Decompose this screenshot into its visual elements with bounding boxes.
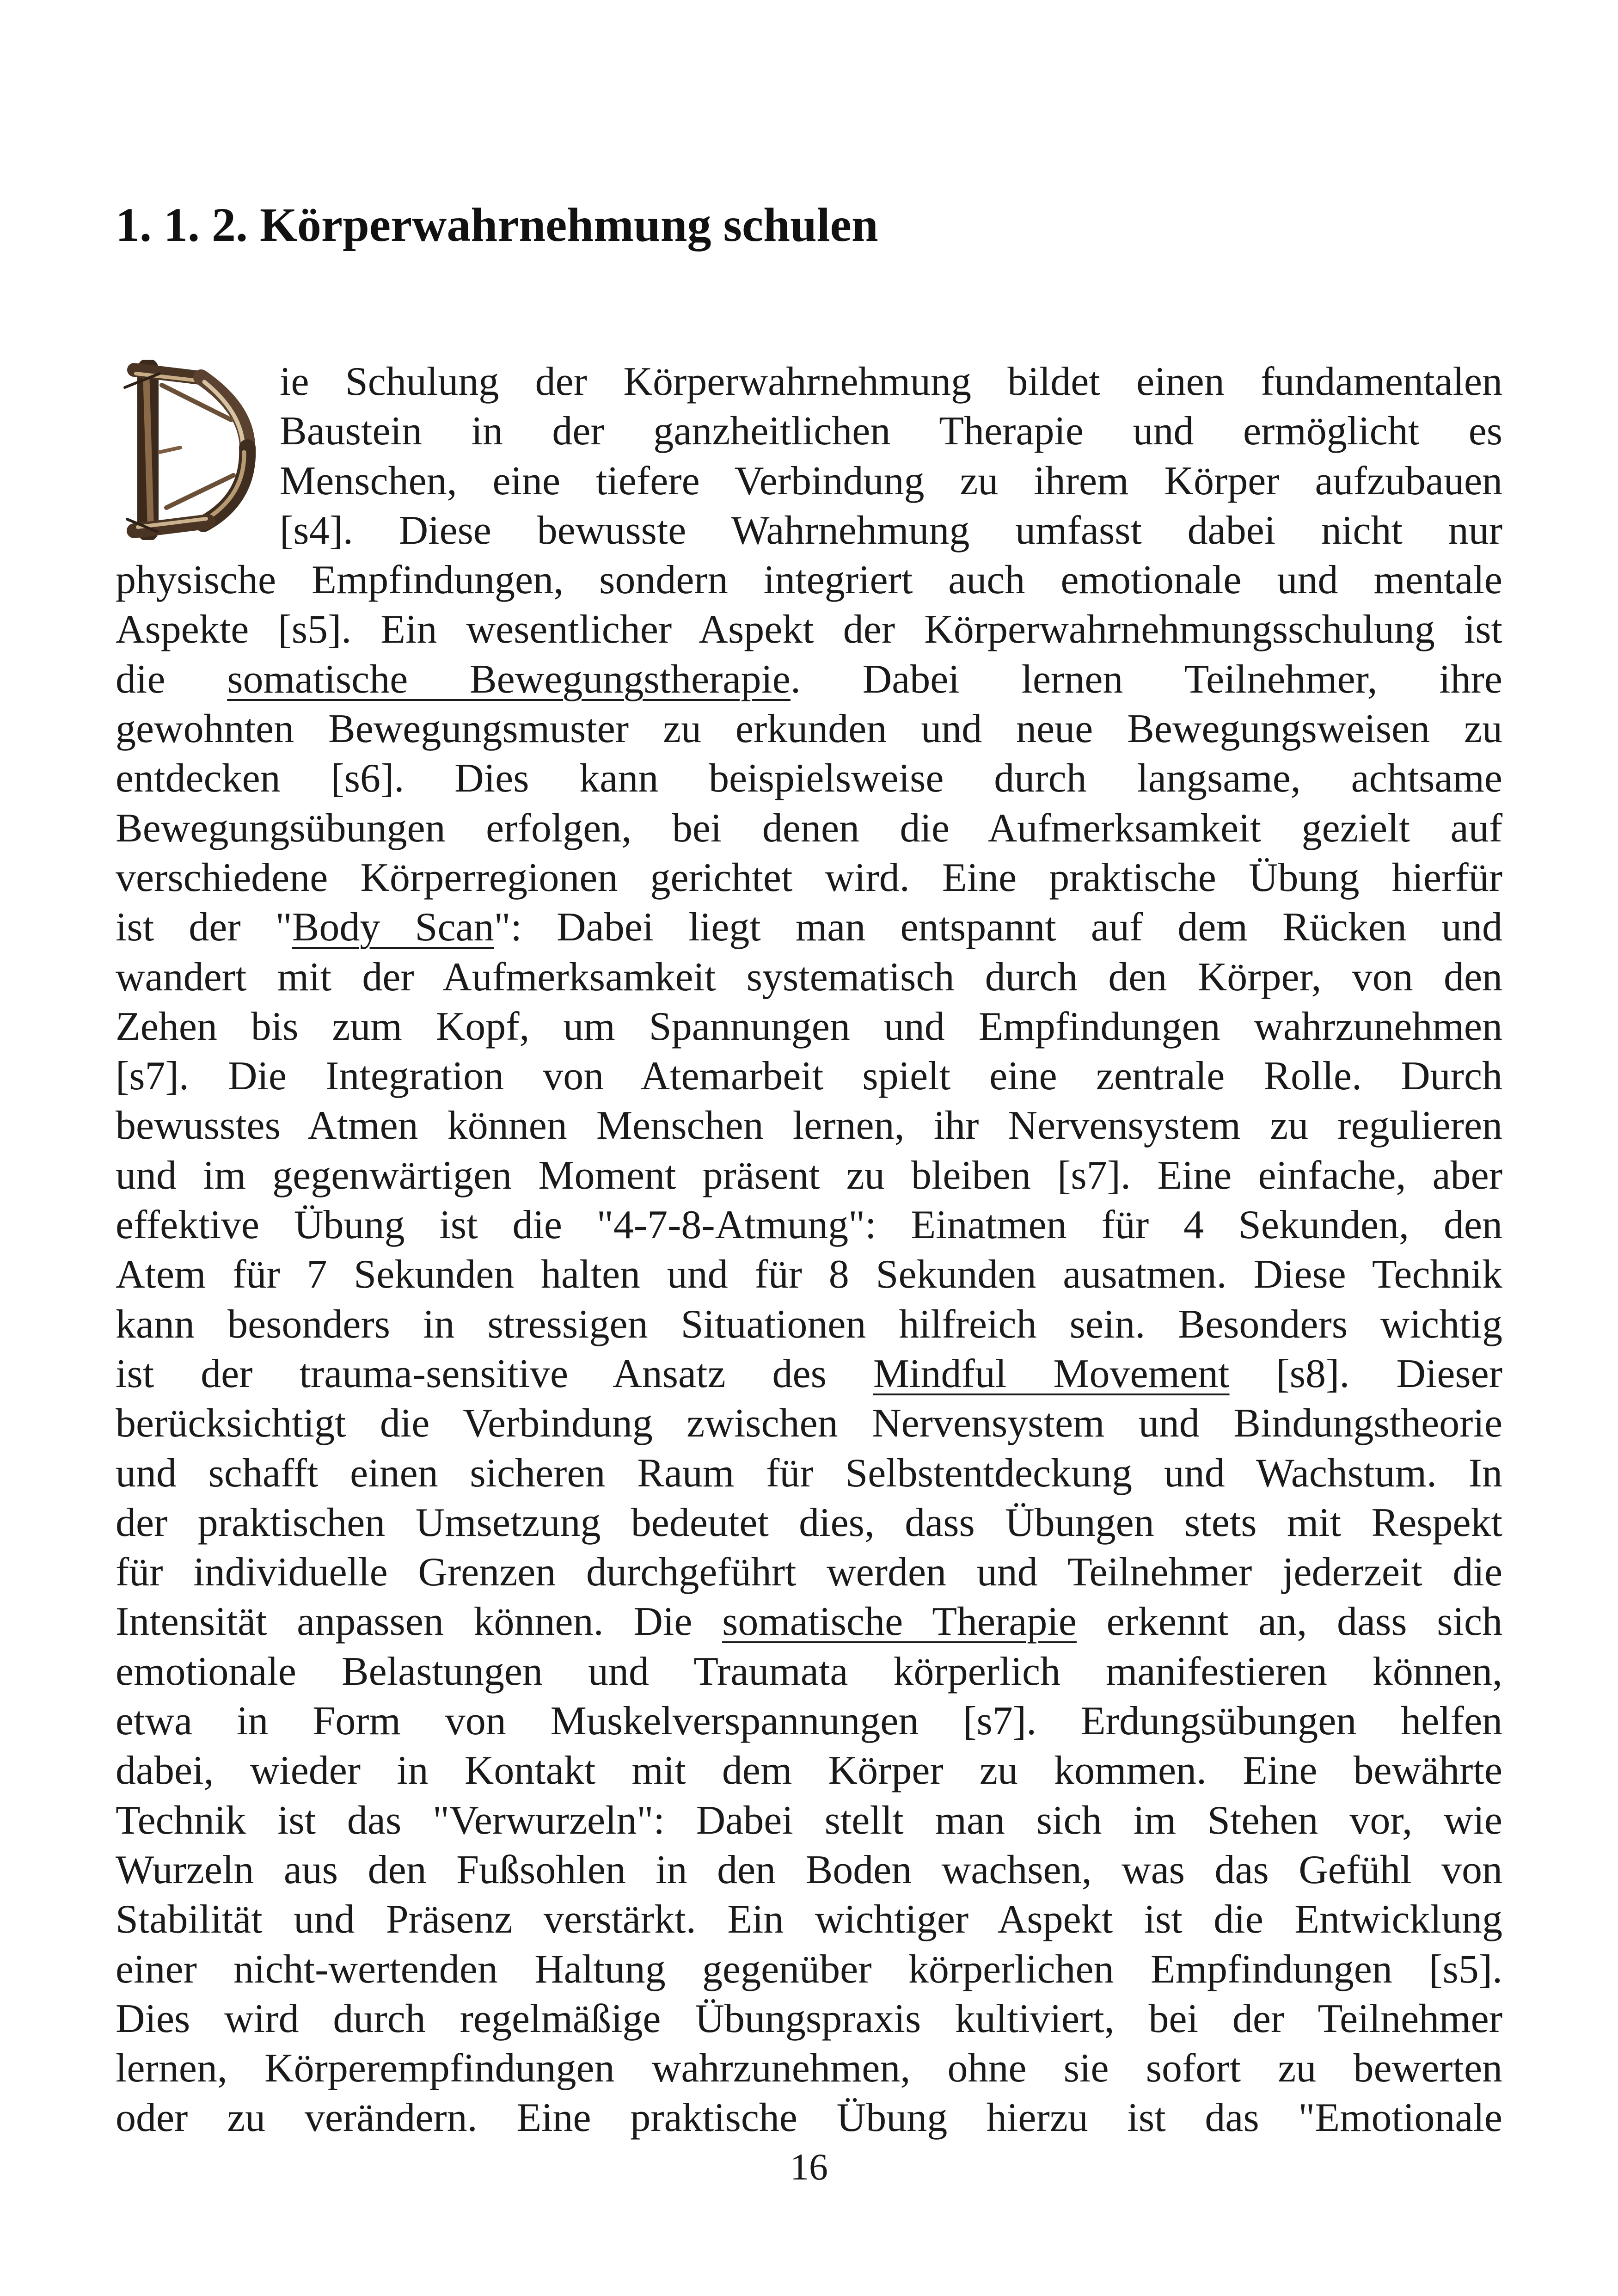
text-run: Technik ist das "Verwurzeln": Dabei stellt man sich im Stehen vor, wie — [116, 1798, 1502, 1843]
glossary-link[interactable]: Body Scan — [292, 905, 494, 950]
text-line — [116, 1498, 1502, 1547]
text-run: physische Empfindungen, sondern integriert auch emotionale und mentale — [116, 558, 1502, 603]
section-heading: 1. 1. 2. Körperwahrnehmung schulen — [116, 198, 878, 252]
text-line — [116, 1796, 1502, 1845]
text-line — [116, 1895, 1502, 1944]
text-run: berücksichtigt die Verbindung zwischen Nervensystem und Bindungstheorie — [116, 1401, 1502, 1446]
text-line — [116, 754, 1502, 803]
text-line — [116, 1151, 1502, 1200]
text-line — [116, 1250, 1502, 1299]
text-run: Zehen bis zum Kopf, um Spannungen und Empfindungen wahrzunehmen — [116, 1004, 1502, 1049]
text-line — [116, 2093, 1502, 2143]
text-run: etwa in Form von Muskelverspannungen [s7]. Erdungsübungen helfen — [116, 1699, 1502, 1744]
text-run: [s7]. Die Integration von Atemarbeit spielt eine zentrale Rolle. Durch — [116, 1054, 1502, 1099]
glossary-link[interactable]: Mindful Movement — [873, 1351, 1230, 1396]
text-run: die — [116, 657, 227, 702]
text-run: verschiedene Körperregionen gerichtet wird. Eine praktische Übung hierfür — [116, 855, 1502, 900]
text-run: für individuelle Grenzen durchgeführt werden und Teilnehmer jederzeit die — [116, 1550, 1502, 1595]
text-run: Baustein in der ganzheitlichen Therapie und ermöglicht es — [280, 409, 1502, 454]
text-line — [116, 1945, 1502, 1994]
glossary-link[interactable]: somatische Bewegungstherapie — [227, 657, 791, 702]
text-line — [116, 655, 1502, 704]
text-line — [116, 1845, 1502, 1895]
body-paragraph — [116, 357, 1502, 2143]
text-run: der praktischen Umsetzung bedeutet dies, dass Übungen stets mit Respekt — [116, 1500, 1502, 1545]
text-line — [116, 1399, 1502, 1448]
text-run: ie Schulung der Körperwahrnehmung bildet einen fundamentalen — [280, 359, 1502, 404]
text-line — [116, 1696, 1502, 1746]
text-line — [280, 406, 1502, 456]
text-run: und im gegenwärtigen Moment präsent zu bleiben [s7]. Eine einfache, aber — [116, 1153, 1502, 1198]
text-run: kann besonders in stressigen Situationen hilfreich sein. Besonders wichtig — [116, 1301, 1502, 1347]
text-line — [116, 1002, 1502, 1051]
text-run: bewusstes Atmen können Menschen lernen, ihr Nervensystem zu regulieren — [116, 1103, 1502, 1148]
text-run: Dies wird durch regelmäßige Übungspraxis kultiviert, bei der Teilnehmer — [116, 1996, 1502, 2041]
text-line — [116, 804, 1502, 853]
text-line — [116, 1449, 1502, 1498]
text-run: Intensität anpassen können. Die — [116, 1599, 723, 1645]
text-run: [s8]. Dieser — [1229, 1351, 1502, 1396]
glossary-link[interactable]: somatische Therapie — [722, 1599, 1077, 1645]
text-run: emotionale Belastungen und Traumata körperlich manifestieren können, — [116, 1649, 1502, 1694]
text-run: ist der trauma-sensitive Ansatz des — [116, 1351, 873, 1396]
text-line — [116, 952, 1502, 1002]
text-line — [116, 1051, 1502, 1101]
page-number: 16 — [790, 2146, 828, 2188]
text-run: einer nicht-wertenden Haltung gegenüber körperlichen Empfindungen [s5]. — [116, 1946, 1502, 1992]
text-line — [116, 1994, 1502, 2044]
text-line — [116, 853, 1502, 902]
text-line — [116, 704, 1502, 754]
text-run: dabei, wieder in Kontakt mit dem Körper zu kommen. Eine bewährte — [116, 1748, 1502, 1793]
text-line — [116, 605, 1502, 654]
text-run: gewohnten Bewegungsmuster zu erkunden und neue Bewegungsweisen zu — [116, 706, 1502, 752]
text-run: . Dabei lernen Teilnehmer, ihre — [790, 657, 1502, 702]
text-run: Stabilität und Präsenz verstärkt. Ein wichtiger Aspekt ist die Entwicklung — [116, 1897, 1502, 1942]
text-line — [280, 506, 1502, 555]
text-line — [280, 456, 1502, 506]
text-run: [s4]. Diese bewusste Wahrnehmung umfasst dabei nicht nur — [280, 508, 1502, 553]
text-run: ist der " — [116, 905, 292, 950]
text-run: wandert mit der Aufmerksamkeit systematisch durch den Körper, von den — [116, 954, 1502, 1000]
text-line — [116, 1746, 1502, 1795]
text-line — [116, 2044, 1502, 2093]
text-run: entdecken [s6]. Dies kann beispielsweise durch langsame, achtsame — [116, 756, 1502, 801]
text-run: Wurzeln aus den Fußsohlen in den Boden wachsen, was das Gefühl von — [116, 1847, 1502, 1892]
text-line — [280, 357, 1502, 406]
text-line — [116, 1597, 1502, 1646]
text-line — [116, 1647, 1502, 1696]
text-line — [116, 902, 1502, 952]
text-line — [116, 1101, 1502, 1150]
text-line — [116, 1547, 1502, 1597]
text-line — [116, 555, 1502, 605]
text-run: Atem für 7 Sekunden halten und für 8 Sekunden ausatmen. Diese Technik — [116, 1252, 1502, 1297]
text-run: Menschen, eine tiefere Verbindung zu ihrem Körper aufzubauen — [280, 458, 1502, 503]
text-run: und schafft einen sicheren Raum für Selbstentdeckung und Wachstum. In — [116, 1450, 1502, 1496]
text-run: oder zu verändern. Eine praktische Übung hierzu ist das "Emotionale — [116, 2095, 1502, 2141]
text-run: ": Dabei liegt man entspannt auf dem Rücken und — [494, 905, 1502, 950]
text-line — [116, 1200, 1502, 1250]
text-run: Aspekte [s5]. Ein wesentlicher Aspekt der Körperwahrnehmungsschulung ist — [116, 607, 1502, 652]
text-run: effektive Übung ist die "4-7-8-Atmung": Einatmen für 4 Sekunden, den — [116, 1203, 1502, 1248]
text-run: lernen, Körperempfindungen wahrzunehmen, ohne sie sofort zu bewerten — [116, 2046, 1502, 2091]
text-run: erkennt an, dass sich — [1076, 1599, 1503, 1645]
text-line — [116, 1349, 1502, 1399]
text-run: Bewegungsübungen erfolgen, bei denen die Aufmerksamkeit gezielt auf — [116, 805, 1502, 851]
text-line — [116, 1300, 1502, 1349]
